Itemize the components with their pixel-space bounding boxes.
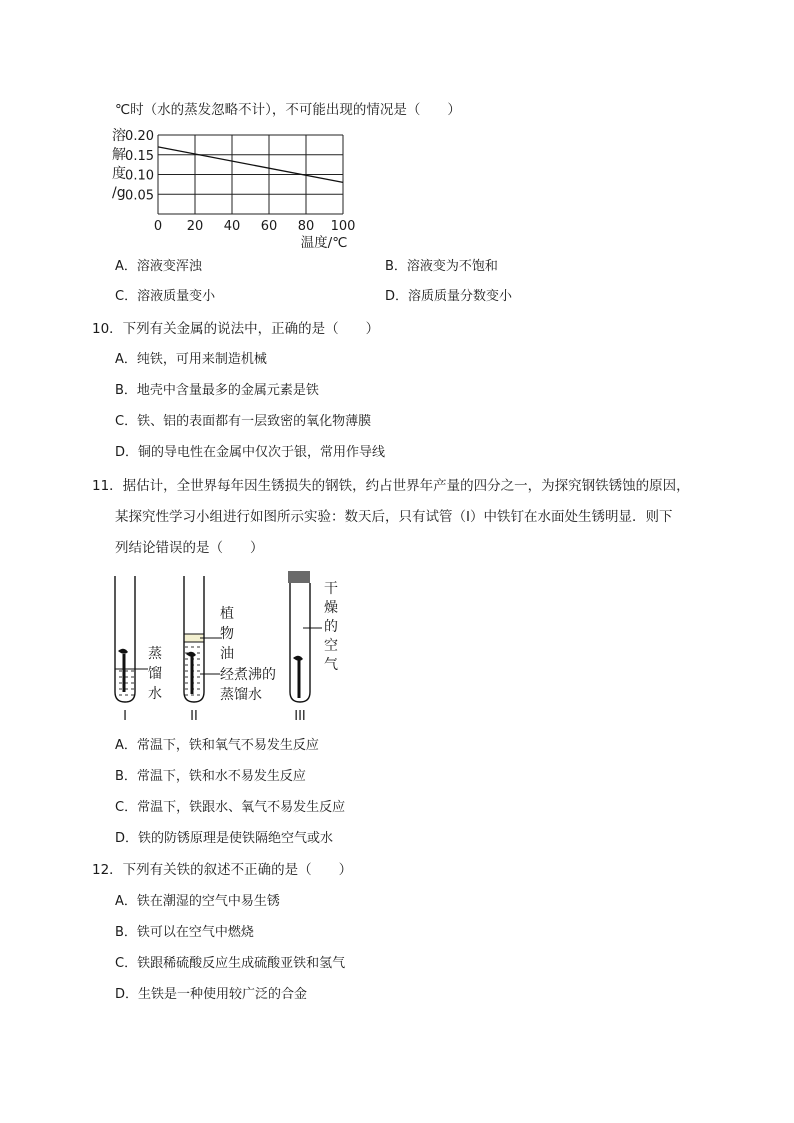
x-tick-label: 40 bbox=[223, 219, 241, 234]
ylabel-char: 度 bbox=[112, 166, 126, 182]
q10-option-c: C．铁、铝的表面都有一层致密的氧化物薄膜 bbox=[115, 414, 372, 429]
q12-stem: 12．下列有关铁的叙述不正确的是（ ） bbox=[92, 862, 353, 878]
tube2-water-label-2: 蒸馏水 bbox=[220, 687, 262, 703]
x-tick-label: 100 bbox=[330, 219, 356, 234]
y-tick-label: 0.15 bbox=[125, 148, 154, 164]
q11-option-b: B．常温下，铁和水不易发生反应 bbox=[115, 769, 306, 784]
q12-option-c: C．铁跟稀硫酸反应生成硫酸亚铁和氢气 bbox=[115, 956, 346, 971]
q11-option-c: C．常温下，铁跟水、氧气不易发生反应 bbox=[115, 800, 346, 815]
test-tube-1 bbox=[115, 576, 148, 702]
chart-grid bbox=[158, 135, 343, 214]
tube1-water-label: 蒸馏水 bbox=[148, 646, 162, 702]
solubility-curve bbox=[158, 147, 343, 183]
test-tube-3 bbox=[288, 571, 322, 702]
chart-series bbox=[158, 147, 343, 183]
q11-option-a: A．常温下，铁和氧气不易发生反应 bbox=[115, 738, 319, 753]
q10-option-d: D．铜的导电性在金属中仅次于银，常用作导线 bbox=[115, 445, 386, 460]
q11-stem-line-3: 列结论错误的是（ ） bbox=[115, 540, 264, 556]
q12-option-b: B．铁可以在空气中燃烧 bbox=[115, 925, 254, 940]
rubber-stopper bbox=[288, 571, 310, 583]
roman-numeral-3: III bbox=[294, 709, 306, 724]
tube2-oil-label: 植物油 bbox=[220, 606, 234, 662]
q9-option-c: C．溶液质量变小 bbox=[115, 289, 216, 304]
solubility-chart bbox=[108, 126, 368, 254]
q11-stem-line-2: 某探究性学习小组进行如图所示实验：数天后，只有试管（I）中铁钉在水面处生锈明显．则下 bbox=[115, 509, 673, 525]
question-9-intro: ℃时（水的蒸发忽略不计），不可能出现的情况是（ ） bbox=[115, 102, 461, 118]
y-tick-label: 0.20 bbox=[125, 129, 154, 144]
chart-ylabel bbox=[112, 127, 126, 201]
q10-option-a: A．纯铁，可用来制造机械 bbox=[115, 352, 267, 367]
ylabel-char: 溶 bbox=[112, 128, 126, 144]
y-tick-label: 0.10 bbox=[125, 168, 154, 184]
chart-xlabel: 温度/℃ bbox=[300, 235, 348, 251]
q12-option-d: D．生铁是一种使用较广泛的合金 bbox=[115, 987, 308, 1002]
iron-nail-3-icon bbox=[293, 656, 303, 698]
q11-option-d: D．铁的防锈原理是使铁隔绝空气或水 bbox=[115, 831, 334, 846]
q11-stem-line-1: 11．据估计，全世界每年因生锈损失的钢铁，约占世界年产量的四分之一，为探究钢铁锈蚀的原因， bbox=[92, 478, 690, 494]
tube3-air-label: 干燥的空气 bbox=[324, 581, 338, 673]
x-tick-label: 20 bbox=[186, 219, 204, 234]
chart-y-ticks bbox=[125, 129, 154, 203]
q12-option-a: A．铁在潮湿的空气中易生锈 bbox=[115, 894, 280, 909]
q9-option-a: A．溶液变浑浊 bbox=[115, 259, 202, 274]
test-tube-2 bbox=[184, 576, 222, 702]
x-tick-label: 80 bbox=[297, 219, 315, 234]
x-tick-label: 0 bbox=[153, 219, 163, 234]
q9-option-b: B．溶液变为不饱和 bbox=[385, 259, 498, 274]
roman-numeral-1: I bbox=[123, 709, 127, 724]
roman-numeral-2: II bbox=[190, 709, 198, 724]
ylabel-char: /g bbox=[112, 185, 126, 201]
chart-x-ticks bbox=[154, 219, 356, 234]
q9-option-d: D．溶质质量分数变小 bbox=[385, 289, 513, 304]
x-tick-label: 60 bbox=[260, 219, 278, 234]
tube2-water-label-1: 经煮沸的 bbox=[220, 667, 276, 683]
ylabel-char: 解 bbox=[112, 147, 126, 163]
q10-option-b: B．地壳中含量最多的金属元素是铁 bbox=[115, 383, 319, 398]
q10-stem: 10．下列有关金属的说法中，正确的是（ ） bbox=[92, 321, 380, 337]
y-tick-label: 0.05 bbox=[125, 188, 154, 204]
